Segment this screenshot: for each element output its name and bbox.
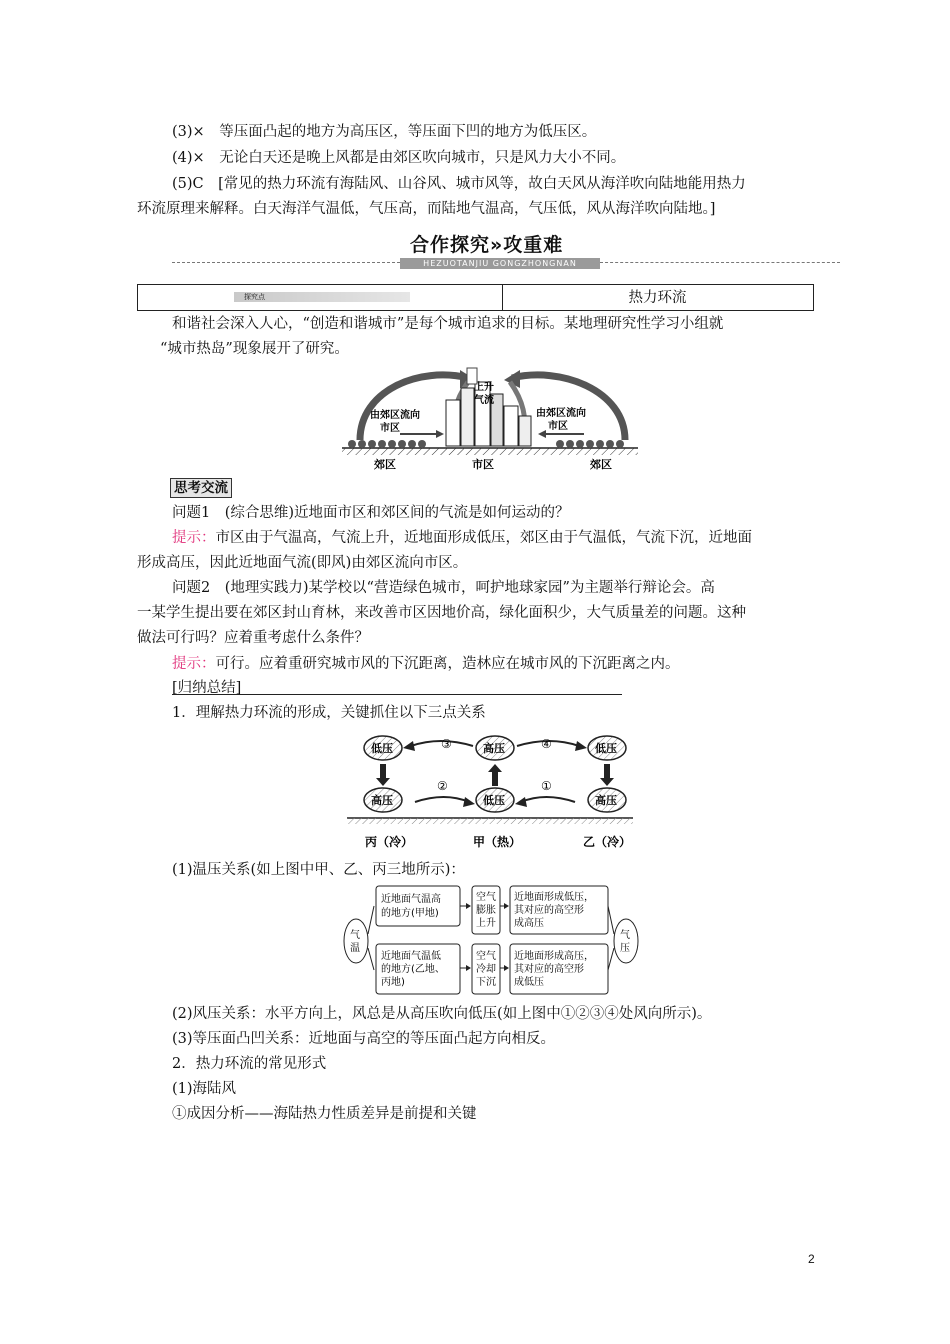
hint-label: 提示： xyxy=(172,530,216,546)
section-subtitle: HEZUOTANJIU GONGZHONGNAN xyxy=(400,258,600,269)
svg-text:温: 温 xyxy=(350,943,360,954)
think-exchange-label: 思考交流 xyxy=(170,478,232,498)
q2-answer: 提示：可行。应着重研究城市风的下沉距离，造林应在城市风的下沉距离之内。 xyxy=(172,656,680,672)
answer-5-cont: 环流原理来解释。白天海洋气温低，气压高，而陆地气温高，气压低，风从海洋吹向陆地。] xyxy=(137,201,716,217)
row2-a-2: 的地方(乙地、 xyxy=(381,964,445,975)
row1-a-1: 近地面气温高 xyxy=(381,894,441,905)
answer-3: (3)× 等压面凸起的地方为高压区，等压面下凹的地方为低压区。 xyxy=(172,124,597,140)
row2-b-3: 下沉 xyxy=(476,977,496,988)
rise-label-1: 上升 xyxy=(474,382,494,393)
hint-label: 提示： xyxy=(172,656,216,672)
row1-c-1: 近地面形成低压， xyxy=(514,892,594,903)
left-label-1: 由郊区流向 xyxy=(370,410,420,421)
question-2-line-1: 问题2 (地理实践力)某学校以“营造绿色城市，呵护地球家园”为主题举行辩论会。高 xyxy=(172,580,715,596)
top-right-pressure: 低压 xyxy=(595,742,617,755)
city-heat-island-figure xyxy=(340,360,640,472)
bottom-mid-pressure: 低压 xyxy=(483,794,505,807)
summary-label: [归纳总结] xyxy=(172,680,242,696)
thermal-circulation-figure xyxy=(345,728,635,853)
row1-b-3: 上升 xyxy=(476,918,496,929)
section-title: 合作探究»攻重难 xyxy=(410,234,564,256)
row1-b-2: 膨胀 xyxy=(476,905,496,916)
arrow-icon: » xyxy=(490,234,504,256)
band-divider-right xyxy=(600,262,840,263)
row2-c-3: 成低压 xyxy=(514,977,544,988)
left-label-2: 市区 xyxy=(380,423,400,434)
right-label-2: 市区 xyxy=(548,421,568,432)
row2-b-1: 空气 xyxy=(476,951,496,962)
ground-bing-cold: 丙（冷） xyxy=(365,835,414,849)
page-number: 2 xyxy=(808,1252,815,1266)
summary-underline xyxy=(172,694,622,695)
row1-c-2: 其对应的高空形 xyxy=(514,905,584,916)
rise-label-2: 气流 xyxy=(474,395,494,406)
question-1: 问题1 (综合思维)近地面市区和郊区间的气流是如何运动的？ xyxy=(172,505,570,521)
bottom-right-pressure: 高压 xyxy=(595,794,617,807)
intro-line-1: 和谐社会深入人心，“创造和谐城市”是每个城市追求的目标。某地理研究性学习小组就 xyxy=(172,316,724,332)
temp-pressure-relation: (1)温压关系(如上图中甲、乙、丙三地所示)： xyxy=(172,862,465,878)
question-2-line-2: 一某学生提出要在郊区封山育林，来改善市区因地价高，绿化面积少，大气质量差的问题。这种 xyxy=(137,605,746,621)
question-2-line-3: 做法可行吗？应着重考虑什么条件？ xyxy=(137,630,369,646)
row2-b-2: 冷却 xyxy=(476,964,496,975)
band-divider-left xyxy=(172,262,400,263)
arrow-label-1: ① xyxy=(541,779,552,793)
intro-line-2: “城市热岛”现象展开了研究。 xyxy=(160,341,349,357)
isobar-relation: (3)等压面凸凹关系：近地面与高空的等压面凸起方向相反。 xyxy=(172,1031,556,1047)
row2-a-1: 近地面气温低 xyxy=(381,951,441,962)
answer-4: (4)× 无论白天还是晚上风都是由郊区吹向城市，只是风力大小不同。 xyxy=(172,150,626,166)
q1-answer-line-2: 形成高压，因此近地面气流(即风)由郊区流向市区。 xyxy=(137,555,468,571)
svg-text:气: 气 xyxy=(350,930,360,941)
arrow-label-2: ② xyxy=(437,779,448,793)
right-label-1: 由郊区流向 xyxy=(536,408,586,419)
row1-a-2: 的地方(甲地) xyxy=(381,908,439,919)
ground-jia-hot: 甲（热） xyxy=(473,835,522,849)
arrow-label-4: ④ xyxy=(541,737,552,751)
row2-c-2: 其对应的高空形 xyxy=(514,964,584,975)
explore-table xyxy=(137,284,814,311)
temp-pressure-flowchart xyxy=(342,884,642,998)
arrow-label-3: ③ xyxy=(441,737,452,751)
bottom-left-pressure: 高压 xyxy=(371,794,393,807)
ground-label-city: 市区 xyxy=(472,458,494,471)
ground-hatch xyxy=(342,448,638,455)
row2-c-1: 近地面形成高压， xyxy=(514,951,594,962)
ground-label-suburb-right: 郊区 xyxy=(590,458,612,471)
row1-c-3: 成高压 xyxy=(514,918,544,929)
explore-topic: 热力环流 xyxy=(628,290,687,306)
row2-a-3: 丙地) xyxy=(381,977,405,988)
svg-text:压: 压 xyxy=(620,943,630,954)
svg-text:气: 气 xyxy=(620,930,630,941)
row1-b-1: 空气 xyxy=(476,892,496,903)
sea-land-breeze: (1)海陆风 xyxy=(172,1081,237,1097)
point-2: 2．热力环流的常见形式 xyxy=(172,1056,327,1072)
wind-pressure-relation: (2)风压关系：水平方向上，风总是从高压吹向低压(如上图中①②③④处风向所示)。 xyxy=(172,1006,712,1022)
point-1: 1．理解热力环流的形成，关键抓住以下三点关系 xyxy=(172,705,486,721)
cause-analysis: ①成因分析——海陆热力性质差异是前提和关键 xyxy=(172,1106,477,1122)
ground-label-suburb-left: 郊区 xyxy=(374,458,396,471)
top-mid-pressure: 高压 xyxy=(483,742,505,755)
answer-5: (5)C [常见的热力环流有海陆风、山谷风、城市风等，故白天风从海洋吹向陆地能用热力 xyxy=(172,176,746,192)
explore-tag: 探究点 xyxy=(234,292,410,302)
top-left-pressure: 低压 xyxy=(371,742,393,755)
q1-answer-line-1: 提示：市区由于气温高，气流上升，近地面形成低压，郊区由于气温低，气流下沉，近地面 xyxy=(172,530,752,546)
ground-yi-cold: 乙（冷） xyxy=(583,835,632,849)
